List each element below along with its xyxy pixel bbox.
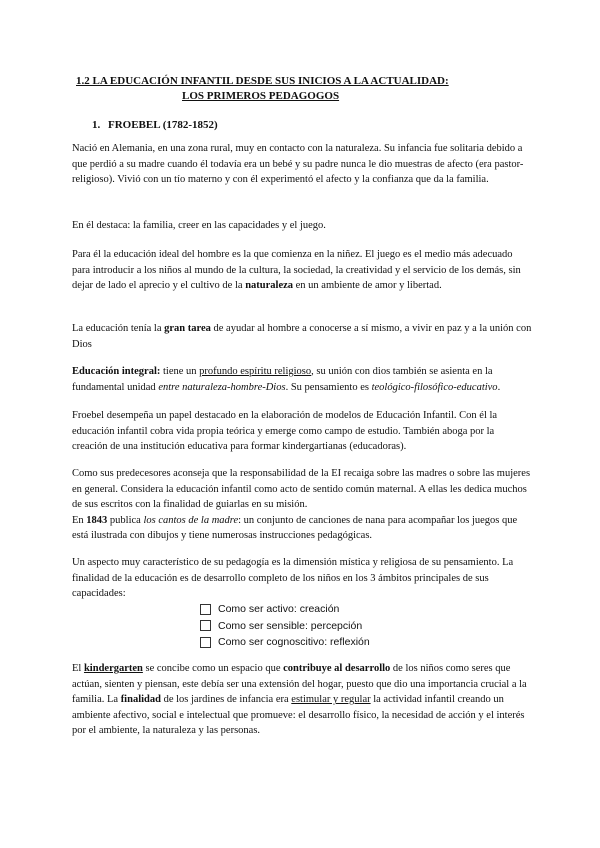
bold-underlined-kindergarten: kindergarten <box>83 663 143 674</box>
paragraph-role: Froebel desempeña un papel destacado en la elaboración de modelos de Educación Infantil. Con él la educación infantil cobra vida propia teórica y emerge como campo de estudio. También aboga por la creación de una institución educativa para formar kindergartianas (educadoras). <box>72 410 498 453</box>
italic-book-title: los cantos de la madre <box>143 514 239 526</box>
bold-year: 1843 <box>86 514 108 526</box>
list-item: Como ser activo: creación <box>200 601 370 617</box>
subsection-title: FROEBEL (1782-1852) <box>108 119 218 131</box>
underlined-estimular: estimular y regular <box>291 694 371 706</box>
bold-finalidad: finalidad <box>120 694 161 706</box>
paragraph-highlights: En él destaca: la familia, creer en las capacidades y el juego. <box>72 220 326 231</box>
bold-contribuye: contribuye al desarrollo <box>283 663 391 674</box>
underlined-espiritu-religioso: profundo espíritu religioso <box>199 366 312 377</box>
heading-line-2: LOS PRIMEROS PEDAGOGOS <box>182 90 340 102</box>
paragraph-mothers: Como sus predecesores aconseja que la responsabilidad de la EI recaiga sobre las madres o sobre las mujeres en general. Considera la educación infantil como acto de sentido común maternal. A ellas les dedica muchos de sus escritos con la finalidad de guiarlas en su misión. En 1843 publica los cantos de la madre: un conjunto de canciones de nana para acompañar los juegos que está ilustrada con dibujos y tiene numerosas instrucciones pedagógicas. <box>72 468 531 542</box>
heading-line-1: 1.2 LA EDUCACIÓN INFANTIL DESDE SUS INICIOS A LA ACTUALIDAD: <box>76 75 449 87</box>
bold-naturaleza: naturaleza <box>245 280 294 292</box>
bold-educacion-integral: Educación integral: <box>72 366 161 377</box>
bold-gran-tarea: gran tarea <box>164 323 211 334</box>
list-item: Como ser sensible: percepción <box>200 618 370 634</box>
paragraph-integral-education: Educación integral: tiene un profundo espíritu religioso, su unión con dios también se asienta en la fundamental unidad entre naturaleza-hombre-Dios. Su pensamiento es teológico-filosófico-educativo. <box>72 366 501 393</box>
section-heading <box>76 74 496 104</box>
paragraph-great-task: La educación tenía la gran tarea de ayudar al hombre a conocerse a sí mismo, a vivir en paz y a la unión con Dios <box>72 323 532 350</box>
checkbox-bullet-icon <box>200 604 211 615</box>
paragraph-ideal-education: Para él la educación ideal del hombre es la que comienza en la niñez. El juego es el medio más adecuado para introducir a los niños al mundo de la cultura, la sociedad, la creatividad y el servicio de los demás, sin dejar de lado el aprecio y el cultivo de la naturaleza en un ambiente de amor y libertad. <box>72 249 521 292</box>
checkbox-bullet-icon <box>200 620 211 631</box>
list-item: Como ser cognoscitivo: reflexión <box>200 634 370 650</box>
paragraph-biography: Nació en Alemania, en una zona rural, muy en contacto con la naturaleza. Su infancia fue solitaria debido a que perdió a su madre cuando él todavía era un bebé y su padre nunca le dio muestras de afecto (era pastor-religioso). Vivió con un tío materno y con él experimentó el afecto y la confianza que da la familia. <box>72 143 524 186</box>
checkbox-bullet-icon <box>200 637 211 648</box>
paragraph-pedagogy: Un aspecto muy característico de su pedagogía es la dimensión mística y religiosa de su pensamiento. La finalidad de la educación es de desarrollo completo de los niños en los 3 ámbitos principales de sus capacidades: <box>72 557 514 600</box>
capacities-list <box>200 601 370 651</box>
paragraph-kindergarten: El kindergarten se concibe como un espacio que contribuye al desarrollo de los niños como seres que actúan, sienten y piensan, este debía ser una extensión del hogar, puesto que dio una importancia crucial a la familia. La finalidad de los jardines de infancia era estimular y regular la actividad infantil creando un ambiente afectivo, social e intelectual que promueve: el desarrollo físico, la necesidad de acción y el interés por el ambiente, la naturaleza y las personas. <box>72 663 527 737</box>
subsection-number: 1. <box>92 119 101 131</box>
subsection-heading <box>92 119 218 131</box>
